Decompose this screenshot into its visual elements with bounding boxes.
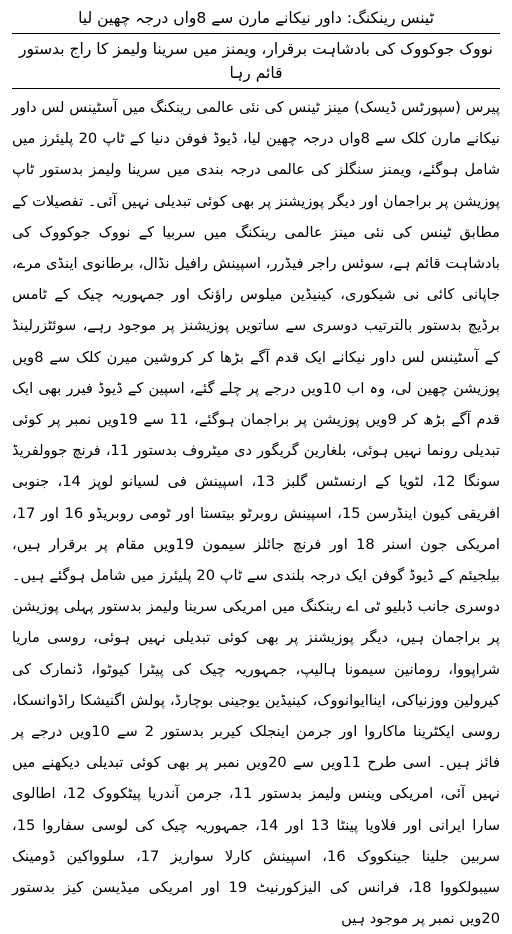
headline-divider-top <box>12 33 500 34</box>
main-headline: ٹینس رینکنگ: داور نیکانے مارن سے 8واں درجہ چھین لیا <box>78 9 434 27</box>
news-article <box>12 4 501 928</box>
article-body: پیرس (سپورٹس ڈیسک) مینز ٹینس کی نئی عالمی رینکنگ میں آسٹینس لس داور نیکانے مارن کلک سے 8واں درجہ چھین لیا، ڈیوڈ فوفن دنیا کے ٹاپ 20 پلیئرز میں شامل ہوگئے، ویمنز سنگلز کی عالمی درجہ بندی میں سرینا ولیمز بدستور ٹاپ پوزیشن پر براجمان اور دیگر پوزیشنز پر بھی کوئی تبدیلی نہیں آئی۔ تفصیلات کے مطابق ٹینس کی نئی مینز عالمی رینکنگ میں سربیا کے نووک جوکووک کی بادشاہت قائم ہے، سوئس راجر فیڈرر، اسپینش رافیل نڈال، برطانوی اینڈی مرے، جاپانی کائی نی شیکوری، کینیڈین میلوس راؤنک اور جمہوریہ چیک کے ٹامس برڈیچ بدستور بالترتیب دوسری سے ساتویں پوزیشنز پر موجود رہے، سوئٹزرلینڈ کے آسٹینس لس داور نیکانے ایک قدم آگے بڑھا کر کروشین میرن کلک سے 8ویں پوزیشن چھین لی، وہ اب 10ویں درجے پر چلے گئے، اسپین کے ڈیوڈ فیرر بھی ایک قدم آگے بڑھ کر 9ویں پوزیشن پر براجمان ہوگئے، 11 سے 19ویں نمبر پر کوئی تبدیلی رونما نہیں ہوئی، بلغارین گریگور دی میٹروف بدستور 11، فرنچ جوولفریڈ سونگا 12، لٹویا کے ارنسٹس گلبز 13، اسپینش فی لسیانو لوپز 14، جنوبی افریقی کیون اینڈرسن 15، اسپینش روبرٹو بیتستا اور ٹومی روبریڈو 16 اور 17، امریکی جون اسنر 18 اور فرنچ جائلز سیمون 19ویں مقام پر برقرار ہیں، بیلجیئم کے ڈیوڈ گوفن ایک درجہ بلندی سے ٹاپ 20 پلیئرز میں شامل ہوگئے ہیں۔ دوسری جانب ڈبلیو ٹی اے رینکنگ میں امریکی سرینا ولیمز بدستور پہلی پوزیشن پر براجمان ہیں، دیگر پوزیشنز پر بھی کوئی تبدیلی نہیں ہوئی، روسی ماریا شراپووا، رومانین سیمونا ہالیپ، جمہوریہ چیک کی پیٹرا کیوٹوا، ڈنمارک کی کیرولین ووزنیاکی، ایناایوانووک، کینیڈین یوجینی بوچارڈ، پولش اگنیشکا راڈوانسکا، روسی ایکٹرینا ماکاروا اور جرمن اینجلک کیربر بدستور 2 سے 10ویں درجے پر فائز ہیں۔ اسی طرح 11ویں سے 20ویں نمبر پر بھی کوئی تبدیلی دیکھنے میں نہیں آئی، امریکی وینس ولیمز بدستور 11، جرمن آندریا پیٹکووک 12، اطالوی سارا ایرانی اور فلاویا پینٹا 13 اور 14، جمہوریہ چیک کی لوسی سفاروا 15، سربین جلینا جینکووک 16، اسپینش کارلا سواریز 17، سلوواکین ڈومینک سیبولکووا 18، فرانس کی الیزکورنیٹ 19 اور امریکی میڈیسن کیز بدستور 20ویں نمبر پر موجود ہیں <box>12 99 501 928</box>
headline-divider-bottom <box>12 88 500 89</box>
sub-headline: نووک جوکووک کی بادشاہت برقرار، ویمنز میں سرینا ولیمز کا راج بدستور قائم رہا <box>18 40 493 82</box>
